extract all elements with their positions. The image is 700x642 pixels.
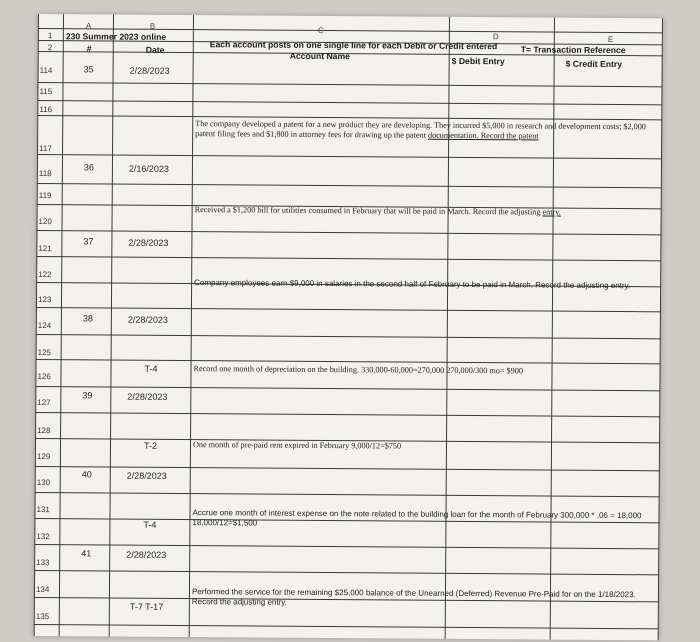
row-number: 118 xyxy=(38,169,52,179)
row-line xyxy=(36,230,661,235)
col-letter-b: B xyxy=(149,21,156,31)
row-line xyxy=(38,82,663,87)
row-line xyxy=(36,359,661,364)
row-line xyxy=(36,334,661,339)
description-text-underlined: documentation. Record the patent xyxy=(427,130,539,141)
entry-number: 35 xyxy=(83,64,94,75)
header-debit: $ Debit Entry xyxy=(451,55,505,67)
col-line-e xyxy=(550,18,555,640)
row-number: 121 xyxy=(38,244,52,254)
row-number: 131 xyxy=(36,505,50,515)
transaction-description xyxy=(195,205,657,218)
row-line xyxy=(35,412,660,417)
col-line-a xyxy=(59,14,64,636)
description-text: Received a $1,200 bill for utilities consumed in February that will be paid in March. Record the adjusting xyxy=(194,205,541,217)
header-hash: # xyxy=(86,43,92,54)
row-number: 114 xyxy=(39,66,53,76)
col-letter-c: C xyxy=(317,25,324,35)
row-number: 135 xyxy=(35,611,50,622)
col-letter-a: A xyxy=(85,21,92,31)
row-line xyxy=(35,386,660,391)
row-number: 132 xyxy=(36,532,50,542)
transaction-description: Performed the service for the remaining $25,000 balance of the Unearned (Deferred) Revenue Pre-Paid for on the 1/18/2023. Record the adjusting entry. xyxy=(191,587,636,607)
header-instruction: Each account posts on one single line for each Debit or Credit entered xyxy=(209,39,498,52)
entry-number: 39 xyxy=(82,390,93,401)
transaction-description: Accrue one month of interest expense on the note related to the building loan for the month of February 300,000 * .06 = 18,000 18,000/12=$1,500 xyxy=(192,508,642,528)
transaction-description: Company employees earn $9,000 in salaries in the second half of February to be paid in March. Record the adjusting entry. xyxy=(194,278,631,291)
transaction-reference: T-4 xyxy=(143,519,157,530)
row-number: 1 xyxy=(47,31,53,41)
row-number: 124 xyxy=(37,321,52,331)
col-letter-e: E xyxy=(607,34,614,45)
row-number: 116 xyxy=(39,105,53,115)
row-number: 119 xyxy=(38,191,52,201)
transaction-reference: T-2 xyxy=(143,440,158,451)
entry-date: 2/28/2023 xyxy=(127,314,168,325)
row-number: 134 xyxy=(35,585,50,595)
entry-date: 2/28/2023 xyxy=(126,470,167,481)
entry-number: 38 xyxy=(82,313,93,324)
row-number: 120 xyxy=(38,217,52,227)
row-number: 129 xyxy=(36,452,51,462)
row-line xyxy=(34,624,659,629)
row-line xyxy=(36,256,661,261)
row-line xyxy=(37,183,662,188)
entry-number: 37 xyxy=(83,236,94,247)
row-number: 115 xyxy=(39,87,53,97)
col-line-b xyxy=(109,15,114,637)
row-number: 127 xyxy=(37,398,51,408)
col-line-c xyxy=(189,15,194,637)
row-line xyxy=(36,307,661,312)
header-credit: $ Credit Entry xyxy=(565,58,623,70)
row-number: 123 xyxy=(37,295,52,305)
transaction-description xyxy=(195,119,657,141)
entry-number: 41 xyxy=(81,548,92,559)
row-number: 126 xyxy=(37,372,51,382)
entry-date: 2/28/2023 xyxy=(128,237,169,248)
transaction-reference: T-4 xyxy=(144,363,158,374)
transaction-reference: T-7 T-17 xyxy=(129,601,164,612)
row-line xyxy=(34,544,659,549)
description-text-underlined: entry. xyxy=(542,207,561,217)
row-line xyxy=(37,154,662,159)
row-number: 133 xyxy=(36,558,50,568)
spreadsheet-printout xyxy=(34,14,663,640)
col-letter-d: D xyxy=(492,32,499,42)
entry-number: 36 xyxy=(83,162,94,173)
row-number: 117 xyxy=(39,144,52,154)
header-transaction-note: T= Transaction Reference xyxy=(520,44,626,56)
header-date: Date xyxy=(145,44,165,55)
description-text: The company developed a patent for a new product they are developing. They incurred $5,000 in research and development costs; $2,000 patent filing fees and $1,800 in attorney fees for drawing up the patent xyxy=(195,119,646,140)
entry-date: 2/28/2023 xyxy=(129,65,170,76)
sheet-title: 230 Summer 2023 online xyxy=(65,31,167,42)
transaction-description: Record one month of depreciation on the building. 330,000-60,000=270,000 270,000/300 mo= $900 xyxy=(193,364,523,376)
row-line xyxy=(34,570,659,575)
header-account-name: Account Name xyxy=(289,50,350,62)
entry-number: 40 xyxy=(81,469,92,480)
row-number: 128 xyxy=(37,426,51,436)
entry-date: 2/16/2023 xyxy=(128,163,170,174)
entry-date: 2/28/2023 xyxy=(127,391,168,402)
row-number: 130 xyxy=(36,478,51,488)
row-number: 2 xyxy=(47,43,53,53)
row-number: 122 xyxy=(38,270,52,280)
row-number: 125 xyxy=(37,348,52,358)
row-line xyxy=(35,492,660,497)
row-line xyxy=(37,100,662,105)
col-line-end xyxy=(658,18,663,640)
col-line-d xyxy=(445,17,450,639)
transaction-description: One month of pre-paid rent expired in February 9,000/12=$750 xyxy=(192,440,402,451)
entry-date: 2/28/2023 xyxy=(126,549,167,560)
